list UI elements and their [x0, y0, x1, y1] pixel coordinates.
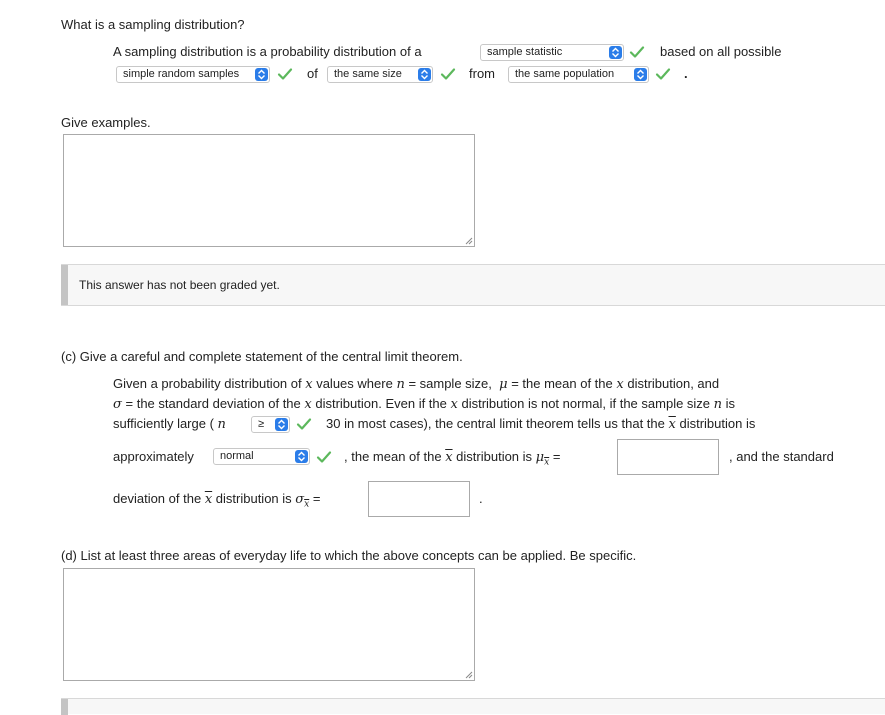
clt-line-4a: approximately	[113, 449, 194, 464]
statistic-select[interactable]	[480, 44, 624, 61]
text: distribution is	[215, 491, 292, 506]
text: deviation of the	[113, 491, 202, 506]
mean-input[interactable]	[617, 439, 719, 475]
text: = the mean of the	[511, 376, 613, 391]
std-dev-input[interactable]	[368, 481, 470, 517]
sigma-symbol: σ	[295, 492, 305, 507]
clt-line-3a	[113, 416, 226, 433]
chevron-up-down-icon	[609, 46, 622, 59]
feedback-message: This answer has not been graded yet.	[79, 278, 280, 292]
feedback-bar	[61, 265, 68, 305]
clt-line-5-end: .	[479, 491, 483, 506]
sentence-period: .	[684, 66, 688, 81]
text: distribution is	[456, 449, 533, 464]
population-select[interactable]	[508, 66, 649, 83]
var-x: x	[616, 377, 624, 392]
sentence-part2: based on all possible	[660, 44, 782, 59]
sentence-part3: of	[307, 66, 318, 81]
resize-grip-icon[interactable]	[464, 236, 473, 245]
text: Given a probability distribution of	[113, 376, 302, 391]
var-x: x	[304, 397, 312, 412]
var-n: n	[396, 377, 405, 392]
chevron-up-down-icon	[418, 68, 431, 81]
var-xbar: $\overline{x}$	[445, 450, 453, 465]
distribution-select-value: normal	[220, 450, 254, 462]
clt-line-5	[113, 491, 320, 513]
examples-textarea[interactable]	[63, 134, 475, 247]
text: values where	[316, 376, 393, 391]
clt-line-1	[113, 376, 719, 393]
mu-symbol: μ	[535, 450, 545, 465]
check-icon	[440, 67, 456, 81]
mu-subscript: x	[544, 457, 550, 468]
text: sufficiently large (	[113, 416, 214, 431]
check-icon	[277, 67, 293, 81]
check-icon	[316, 450, 332, 464]
var-n: n	[713, 397, 723, 412]
check-icon	[629, 45, 645, 59]
inequality-select[interactable]	[251, 416, 290, 433]
sentence-part4: from	[469, 66, 495, 81]
text: , the mean of the	[344, 449, 442, 464]
part-c-heading: (c) Give a careful and complete statement of the central limit theorem.	[61, 349, 463, 364]
var-sigma: σ	[113, 397, 122, 412]
chevron-up-down-icon	[295, 450, 308, 463]
feedback-bar	[61, 699, 68, 715]
feedback-box	[61, 264, 885, 306]
question-title: What is a sampling distribution?	[61, 17, 245, 32]
clt-line-4d: , and the standard	[729, 449, 834, 464]
var-n: n	[217, 417, 226, 432]
chevron-up-down-icon	[275, 418, 288, 431]
text: = sample size,	[408, 376, 492, 391]
clt-line-2	[113, 396, 735, 413]
var-x: x	[450, 397, 458, 412]
clt-line-3b	[326, 416, 755, 433]
check-icon	[655, 67, 671, 81]
feedback-box-partial	[61, 698, 885, 714]
var-mu: μ	[499, 377, 508, 392]
part-d-heading: (d) List at least three areas of everyday life to which the above concepts can be applied. Be specific.	[61, 548, 637, 563]
text: distribution is not normal, if the sample size	[461, 396, 711, 411]
text: 30 in most cases), the central limit theorem tells us that the	[326, 416, 665, 431]
sigma-subscript: x	[304, 499, 310, 510]
text: = the standard deviation of the	[125, 396, 301, 411]
equals: =	[552, 449, 561, 464]
clt-line-4b	[344, 449, 560, 471]
size-select-value: the same size	[334, 68, 402, 80]
var-xbar: $\overline{x}$	[204, 492, 213, 507]
chevron-up-down-icon	[634, 68, 647, 81]
check-icon	[296, 417, 312, 431]
statistic-select-value: sample statistic	[487, 46, 563, 58]
samples-select-value: simple random samples	[123, 68, 240, 80]
inequality-select-value: ≥	[258, 418, 265, 430]
text: distribution. Even if the	[315, 396, 447, 411]
distribution-select[interactable]	[213, 448, 310, 465]
chevron-up-down-icon	[255, 68, 268, 81]
size-select[interactable]	[327, 66, 433, 83]
population-select-value: the same population	[515, 68, 615, 80]
areas-textarea[interactable]	[63, 568, 475, 681]
text: distribution is	[679, 416, 756, 431]
var-x: x	[305, 377, 313, 392]
text: is	[725, 396, 736, 411]
text: distribution, and	[627, 376, 720, 391]
resize-grip-icon[interactable]	[464, 670, 473, 679]
var-xbar: $\overline{x}$	[668, 417, 676, 432]
samples-select[interactable]	[116, 66, 270, 83]
sentence-part1: A sampling distribution is a probability distribution of a	[113, 44, 422, 59]
examples-label: Give examples.	[61, 115, 151, 130]
equals: =	[312, 491, 321, 506]
